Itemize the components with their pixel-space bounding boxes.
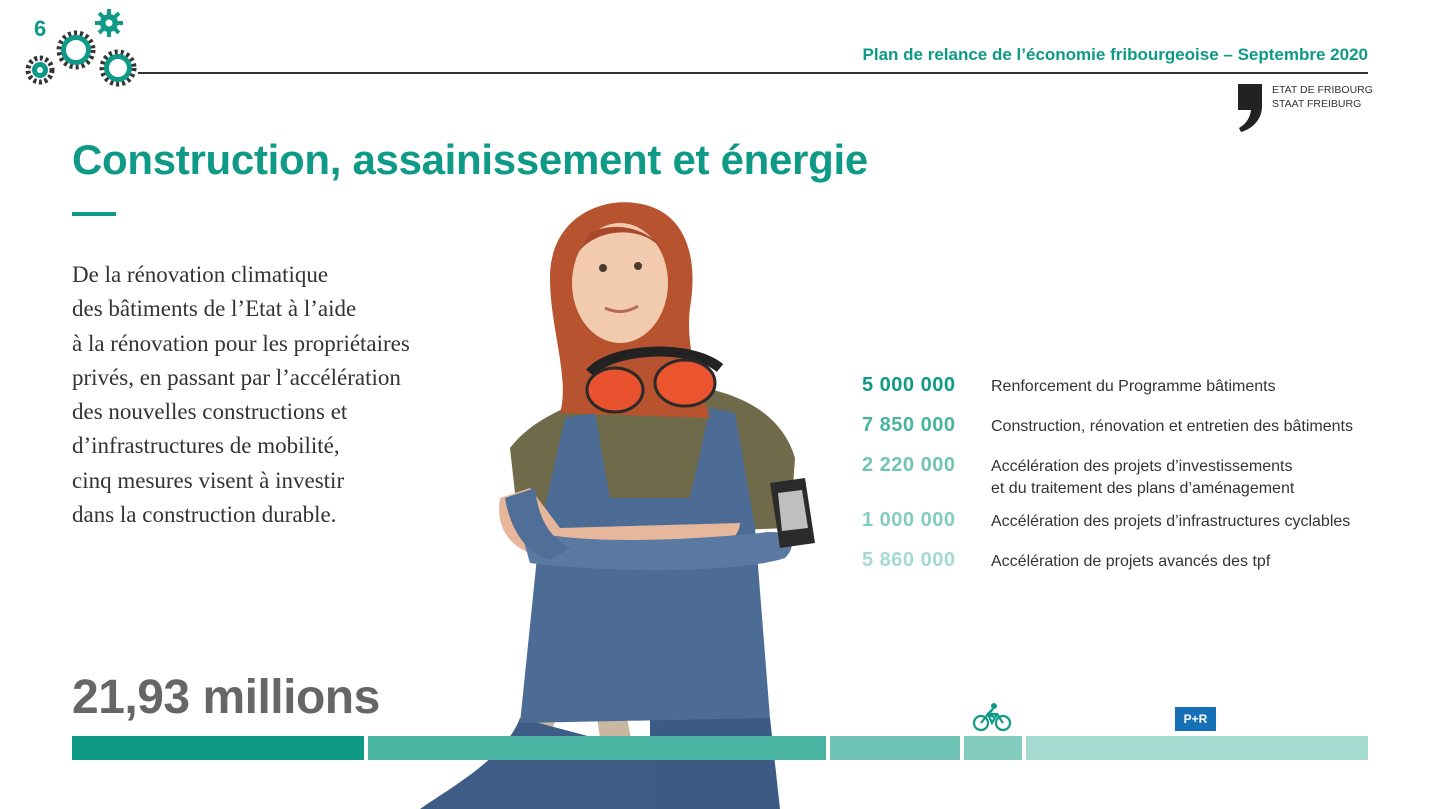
intro-line: De la rénovation climatique: [72, 262, 329, 287]
logo-text: [1272, 84, 1373, 111]
measure-label: Accélération des projets d’infrastructures cyclables: [991, 513, 1351, 530]
measure-amount: 5 000 000: [862, 374, 956, 396]
page-title: Construction, assainissement et énergie: [72, 136, 868, 183]
header-divider: [138, 72, 1368, 74]
measure-row: [862, 372, 1402, 412]
budget-segment: [72, 736, 364, 760]
measure-row: [862, 412, 1402, 452]
intro-line: des nouvelles constructions et: [72, 399, 348, 425]
measures-list: [862, 372, 1402, 587]
worker-photo: [410, 198, 850, 809]
measure-label: Renforcement du Programme bâtiments: [991, 378, 1276, 395]
budget-segment: [368, 736, 826, 760]
bicycle-icon: [972, 702, 1012, 732]
measure-amount: 5 860 000: [862, 549, 956, 571]
measure-label-line-1: Accélération des projets d’investissements: [991, 458, 1293, 475]
total-amount: 21,93 millions: [72, 671, 380, 724]
measure-label: [991, 456, 1294, 500]
intro-line: d’infrastructures de mobilité,: [72, 433, 340, 459]
measure-label-line-2: et du traitement des plans d’aménagement: [991, 480, 1295, 497]
measure-label: Construction, rénovation et entretien des bâtiments: [991, 418, 1353, 435]
intro-line: privés, en passant par l’accélération: [72, 364, 401, 390]
title-accent-rule: [72, 212, 116, 216]
intro-line: dans la construction durable.: [72, 502, 337, 528]
park-and-ride-icon: P+R: [1175, 707, 1216, 731]
intro-line: à la rénovation pour les propriétaires: [72, 330, 410, 356]
measure-row: [862, 452, 1402, 507]
intro-line: des bâtiments de l’Etat à l’aide: [72, 296, 357, 322]
measure-row: [862, 547, 1402, 587]
budget-segment: [1026, 736, 1368, 760]
page-number: 6: [34, 16, 47, 41]
measure-amount: 1 000 000: [862, 509, 956, 531]
measure-amount: 7 850 000: [862, 414, 956, 436]
comma-logo-icon: [1236, 84, 1264, 132]
measure-label: Accélération de projets avancés des tpf: [991, 553, 1271, 570]
header-title: Plan de relance de l’économie fribourgeoise – Septembre 2020: [862, 45, 1368, 64]
budget-segment: [830, 736, 960, 760]
budget-segment: [964, 736, 1022, 760]
intro-line: cinq mesures visent à investir: [72, 467, 345, 493]
measure-amount: 2 220 000: [862, 454, 956, 476]
logo-line-1: ETAT DE FRIBOURG: [1272, 84, 1373, 96]
logo-line-2: STAAT FREIBURG: [1272, 97, 1362, 110]
measure-row: [862, 507, 1402, 547]
